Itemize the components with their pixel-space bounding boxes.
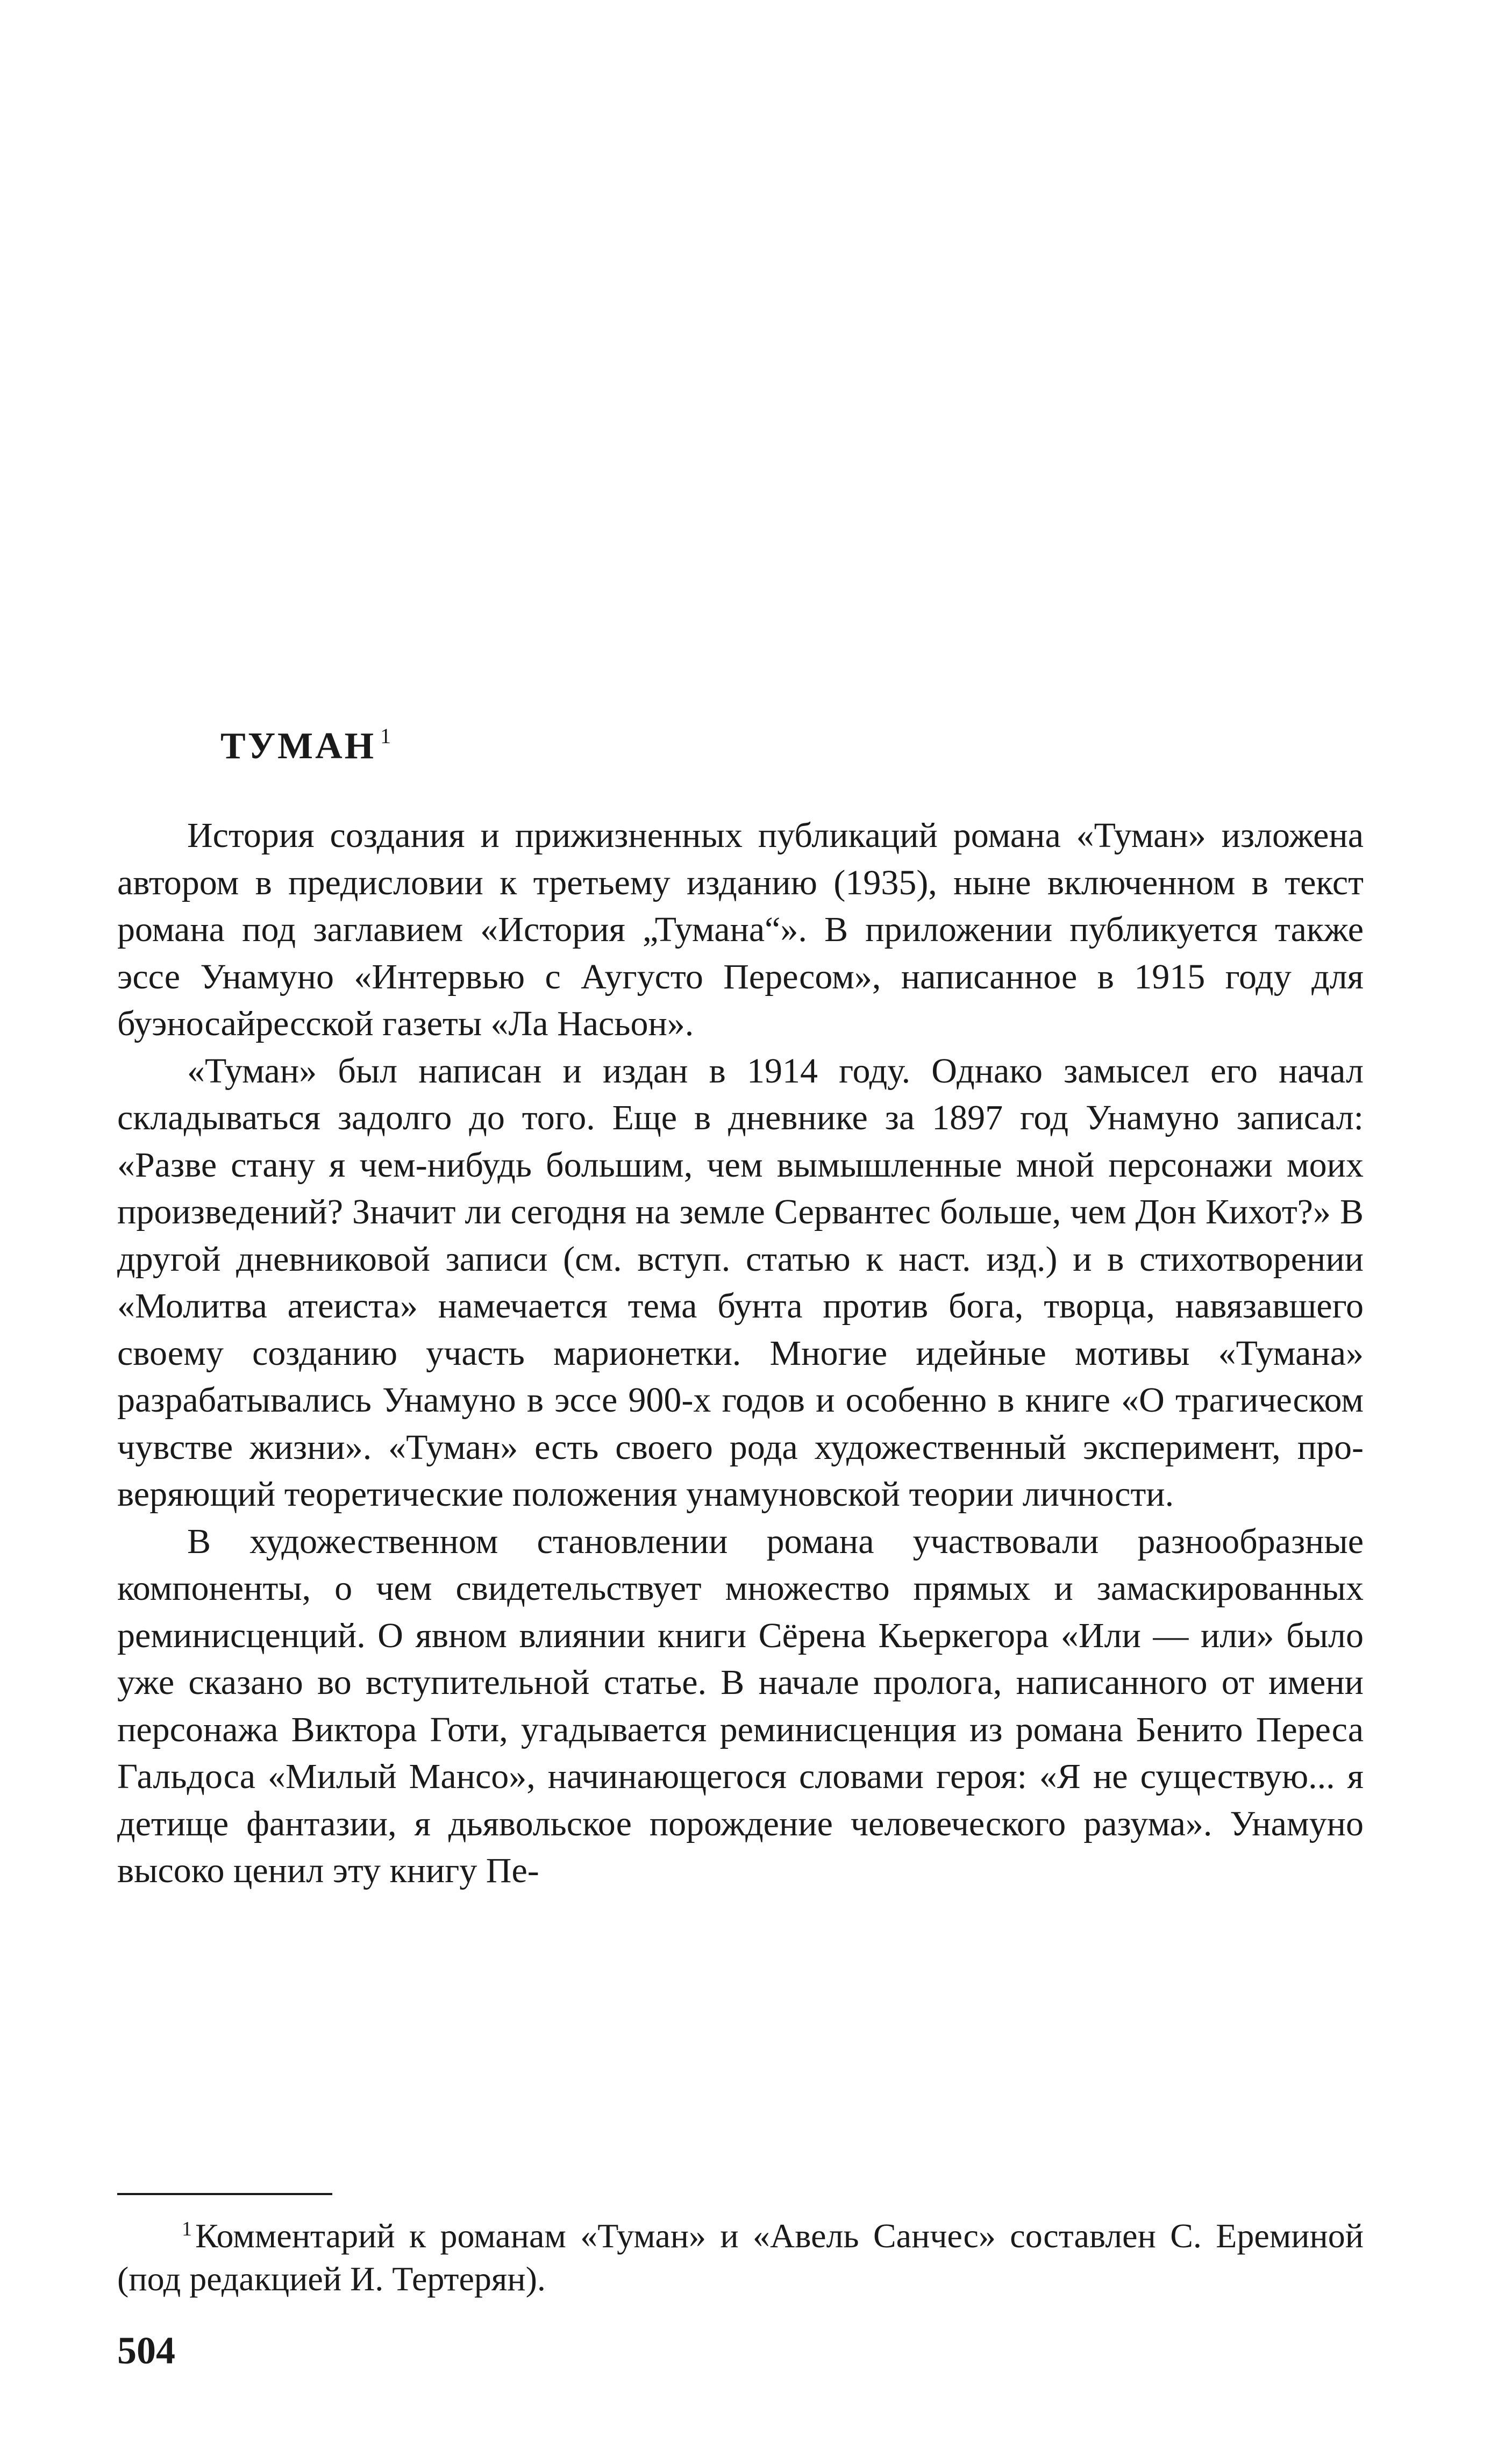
paragraph-1: История создания и прижизненных публикаций романа «Туман» изложена автором в предисловии к третьему изданию (1935), ныне включенном в текст романа под заглавием «История „Тумана“». В приложении публикуется также эссе Унамуно «Интервью с Аугусто Пересом», написанное в 1915 году для буэносайресской газеты «Ла Насьон». [117,816,1364,1043]
paragraph-3: В художественном становлении романа участвовали разнообразные компоненты, о чем свидетельствует множество прямых и замаскированных реминисценций. О явном влиянии книги Сёрена Кьеркегора «Или — или» было уже сказано во вступительной статье. В начале пролога, написанного от имени персонажа Виктора Готи, угадывается реминисценция из романа Бенито Переса Гальдоса «Милый Мансо», начинающегося словами героя: «Я не существую... я детище фантазии, я дьявольское порождение человеческого разума». Унамуно высоко ценил эту книгу Пе- [117,1521,1364,1890]
footnote-divider [117,2193,332,2195]
body-text [117,812,1364,1895]
footnote [117,2207,1364,2301]
footnote-marker: 1 [182,2218,192,2240]
page-number: 504 [117,2329,175,2372]
chapter-heading [220,723,393,768]
paragraph-2: «Туман» был написан и издан в 1914 году. Однако замысел его начал складываться задолго до того. Еще в дневнике за 1897 год Унамуно записал: «Разве стану я чем-нибудь большим, чем вымышленные мной персонажи моих произведений? Значит ли сегодня на земле Сервантес больше, чем Дон Кихот?» В другой дневниковой записи (см. вступ. статью к наст. изд.) и в стихотворении «Молитва атеиста» намечается тема бунта против бога, творца, навязавшего своему созданию участь марионетки. Многие идейные мотивы «Тумана» разрабатывались Унамуно в эссе 900-х годов и особенно в книге «О трагическом чувстве жизни». «Туман» есть своего рода художественный эксперимент, проверяющий теоретические положения унамуновской теории личности. [117,1051,1364,1514]
heading-footnote-marker: 1 [380,724,394,748]
heading-title: ТУМАН [220,725,376,767]
footnote-text: Комментарий к романам «Туман» и «Авель Санчес» составлен С. Ереминой (под редакцией И. Тертерян). [117,2217,1364,2298]
